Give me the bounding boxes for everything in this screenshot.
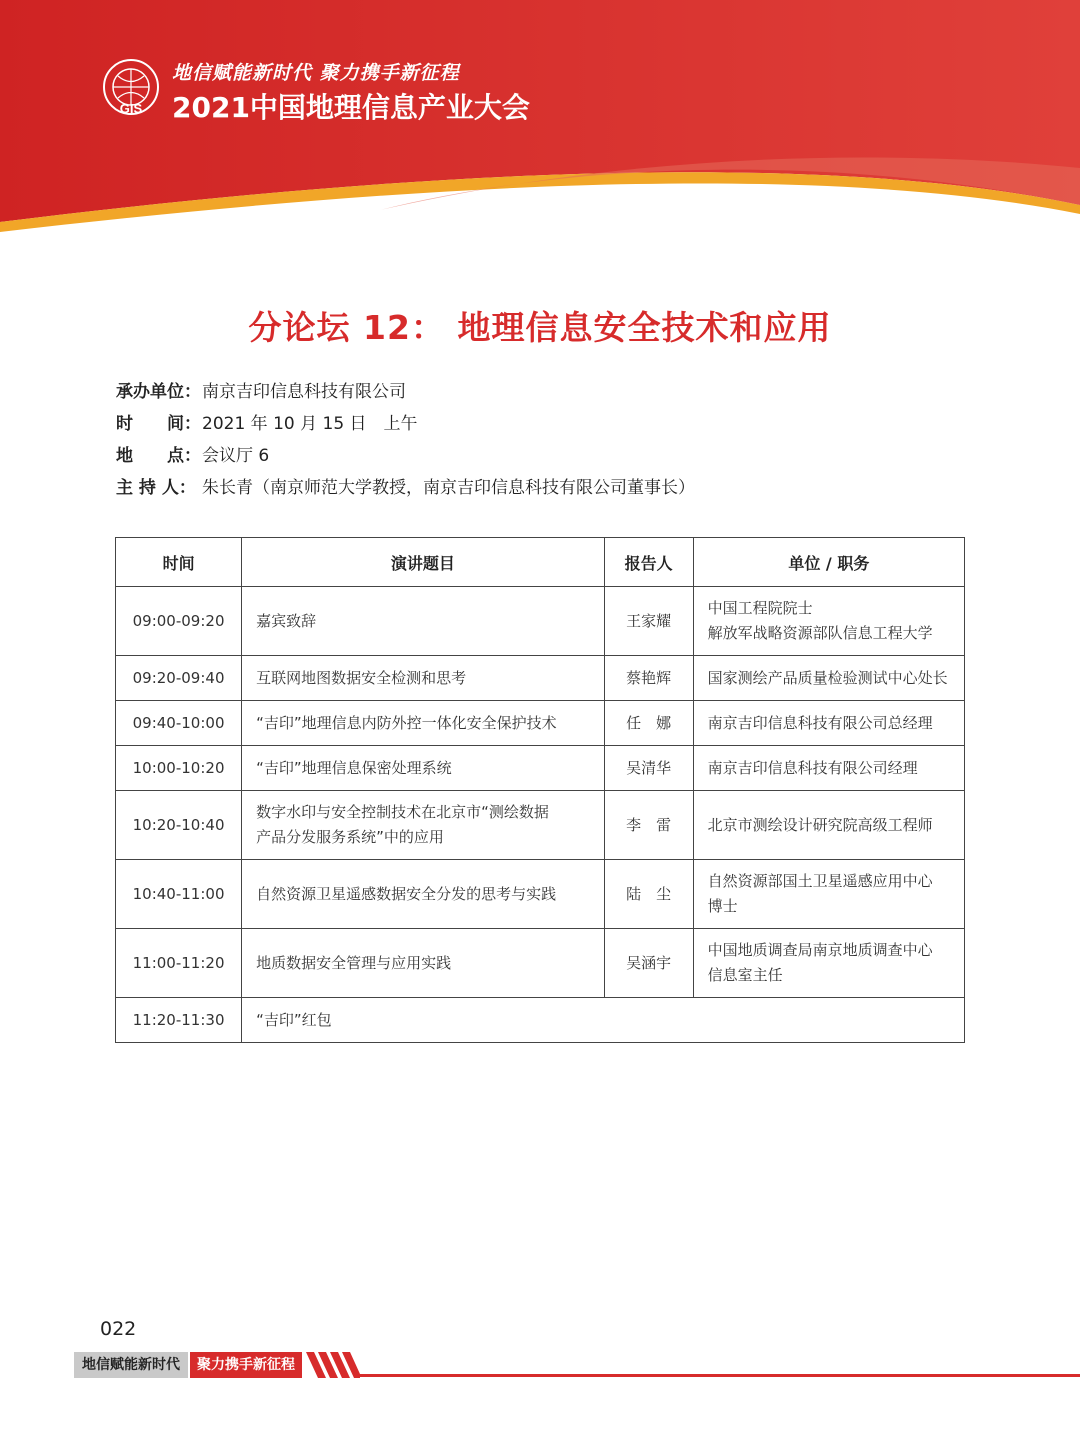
organizer-value: 南京吉印信息科技有限公司 [202, 382, 406, 402]
header-speaker: 报告人 [604, 538, 693, 587]
row-topic: 自然资源卫星遥感数据安全分发的思考与实践 [242, 860, 604, 929]
place-value: 会议厅 6 [202, 446, 270, 466]
row-speaker: 李 雷 [604, 791, 693, 860]
footer-rule [356, 1374, 1080, 1377]
row-unit: 国家测绘产品质量检验测试中心处长 [693, 656, 964, 701]
row-unit-line1: 中国工程院院士 [707, 599, 813, 617]
table-header-row [116, 538, 965, 587]
header-time: 时间 [116, 538, 242, 587]
header-slogan: 地信赋能新时代 聚力携手新征程 [172, 62, 460, 84]
row-time: 10:40-11:00 [116, 860, 242, 929]
row-unit [693, 860, 964, 929]
header-topic: 演讲题目 [242, 538, 604, 587]
table-row [116, 701, 965, 746]
row-unit: 南京吉印信息科技有限公司经理 [693, 746, 964, 791]
page-number: 022 [100, 1318, 137, 1340]
row-topic-line2: 产品分发服务系统”中的应用 [256, 828, 444, 846]
table-row [116, 587, 965, 656]
place-row [116, 442, 695, 474]
row-time: 09:20-09:40 [116, 656, 242, 701]
header-unit: 单位 / 职务 [693, 538, 964, 587]
row-topic: 嘉宾致辞 [242, 587, 604, 656]
row-speaker: 吴涵宇 [604, 929, 693, 998]
header-background [0, 0, 1080, 245]
organizer-row [116, 378, 695, 410]
row-speaker: 吴清华 [604, 746, 693, 791]
organizer-label: 承办单位： [116, 382, 201, 402]
row-topic: “吉印”地理信息内防外控一体化安全保护技术 [242, 701, 604, 746]
row-time: 11:00-11:20 [116, 929, 242, 998]
row-unit-line2: 解放军战略资源部队信息工程大学 [707, 624, 933, 642]
time-value: 2021 年 10 月 15 日 上午 [202, 414, 418, 434]
header-banner [0, 0, 1080, 245]
footer-tag-left: 地信赋能新时代 [74, 1352, 188, 1378]
row-topic: “吉印”红包 [242, 998, 965, 1043]
table-row [116, 656, 965, 701]
time-row [116, 410, 695, 442]
conference-title: 2021中国地理信息产业大会 [172, 91, 530, 124]
row-topic [242, 791, 604, 860]
table-row [116, 860, 965, 929]
row-speaker: 任 娜 [604, 701, 693, 746]
row-time: 10:00-10:20 [116, 746, 242, 791]
host-row [116, 474, 695, 506]
host-label: 主 持 人： [116, 478, 196, 498]
time-label: 时 间： [116, 414, 201, 434]
row-unit [693, 587, 964, 656]
table-row [116, 791, 965, 860]
row-unit-line1: 自然资源部国土卫星遥感应用中心 [707, 872, 933, 890]
row-unit [693, 929, 964, 998]
row-speaker: 蔡艳辉 [604, 656, 693, 701]
row-time: 09:00-09:20 [116, 587, 242, 656]
row-unit-line1: 中国地质调查局南京地质调查中心 [707, 941, 933, 959]
place-label: 地 点： [116, 446, 201, 466]
row-topic-line1: 数字水印与安全控制技术在北京市“测绘数据 [256, 803, 549, 821]
row-time: 10:20-10:40 [116, 791, 242, 860]
forum-info [116, 378, 695, 506]
row-topic: 互联网地图数据安全检测和思考 [242, 656, 604, 701]
row-unit: 北京市测绘设计研究院高级工程师 [693, 791, 964, 860]
svg-text:GIS: GIS [119, 101, 143, 116]
row-speaker: 王家耀 [604, 587, 693, 656]
row-unit-line2: 博士 [707, 897, 738, 915]
row-time: 11:20-11:30 [116, 998, 242, 1043]
table-row [116, 929, 965, 998]
footer-tag-right: 聚力携手新征程 [190, 1352, 302, 1378]
row-unit-line2: 信息室主任 [707, 966, 783, 984]
forum-title: 分论坛 12： 地理信息安全技术和应用 [248, 308, 832, 347]
schedule-table [115, 537, 965, 1043]
footer-stripes-decoration [304, 1352, 360, 1378]
row-time: 09:40-10:00 [116, 701, 242, 746]
host-value: 朱长青（南京师范大学教授，南京吉印信息科技有限公司董事长） [202, 478, 695, 498]
row-topic: 地质数据安全管理与应用实践 [242, 929, 604, 998]
row-topic: “吉印”地理信息保密处理系统 [242, 746, 604, 791]
row-speaker: 陆 尘 [604, 860, 693, 929]
table-row [116, 998, 965, 1043]
gis-association-logo [100, 56, 162, 118]
row-unit: 南京吉印信息科技有限公司总经理 [693, 701, 964, 746]
table-row [116, 746, 965, 791]
footer-bar [0, 1352, 1080, 1382]
